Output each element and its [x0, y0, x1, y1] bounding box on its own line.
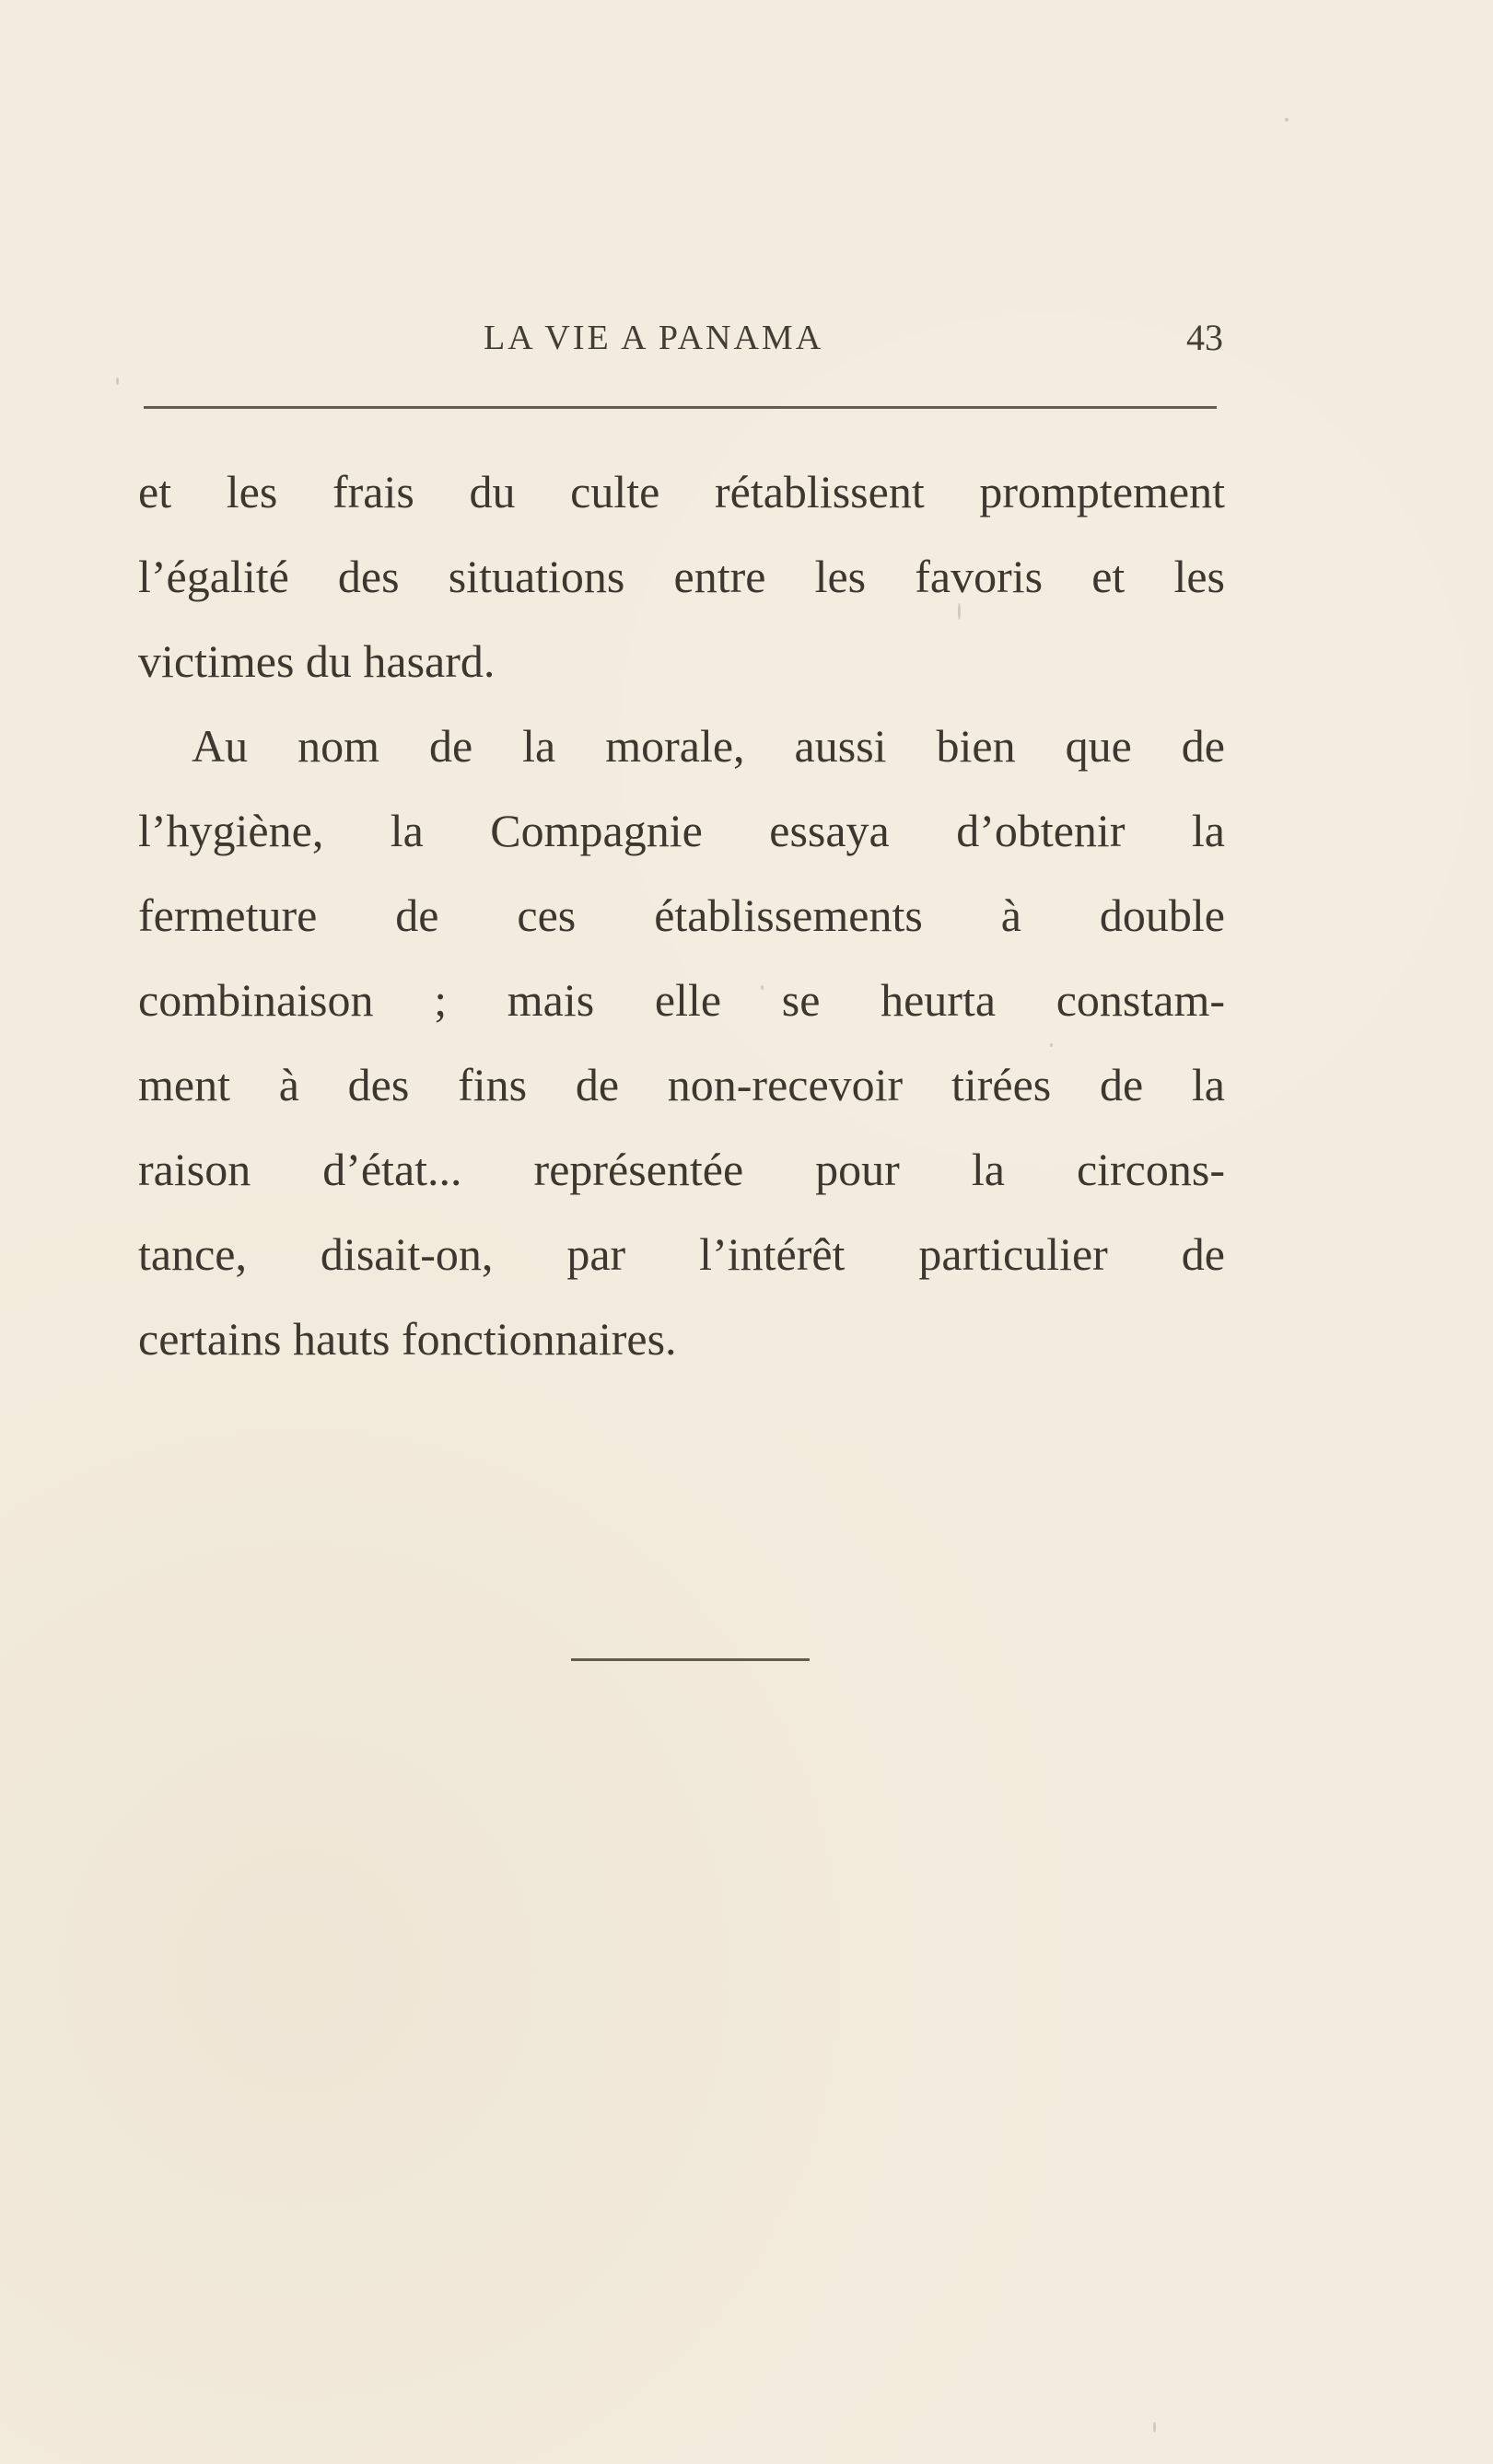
paper-speck — [958, 603, 961, 620]
page-number: 43 — [1186, 317, 1223, 358]
paper-speck — [1285, 118, 1289, 122]
text-line: l’hygiène, la Compagnie essaya d’obtenir la — [138, 805, 1225, 856]
text-line: et les frais du culte rétablissent promptement — [138, 466, 1225, 517]
running-title: LA VIE A PANAMA — [484, 319, 824, 357]
text-line: certains hauts fonctionnaires. — [138, 1313, 677, 1365]
text-line: tance, disait-on, par l’intérêt particulier de — [138, 1228, 1225, 1280]
text-line: fermeture de ces établissements à double — [138, 889, 1225, 941]
paper-speck — [221, 985, 223, 994]
text-line: ment à des fins de non-recevoir tirées de la — [138, 1059, 1225, 1110]
paper-speck — [116, 378, 119, 385]
text-line: raison d’état... représentée pour la circons- — [138, 1144, 1225, 1195]
text-line: combinaison ; mais elle se heurta constam- — [138, 974, 1225, 1026]
text-line: victimes du hasard. — [138, 635, 496, 687]
header-rule — [144, 406, 1217, 409]
body-text — [138, 449, 1225, 1381]
paper-speck — [1153, 2422, 1156, 2433]
paper-speck — [761, 985, 764, 990]
text-line: Au nom de la morale, aussi bien que de — [192, 720, 1225, 772]
paper-speck — [1050, 1043, 1053, 1047]
text-line: l’égalité des situations entre les favoris et les — [138, 551, 1225, 602]
end-rule — [571, 1658, 810, 1661]
